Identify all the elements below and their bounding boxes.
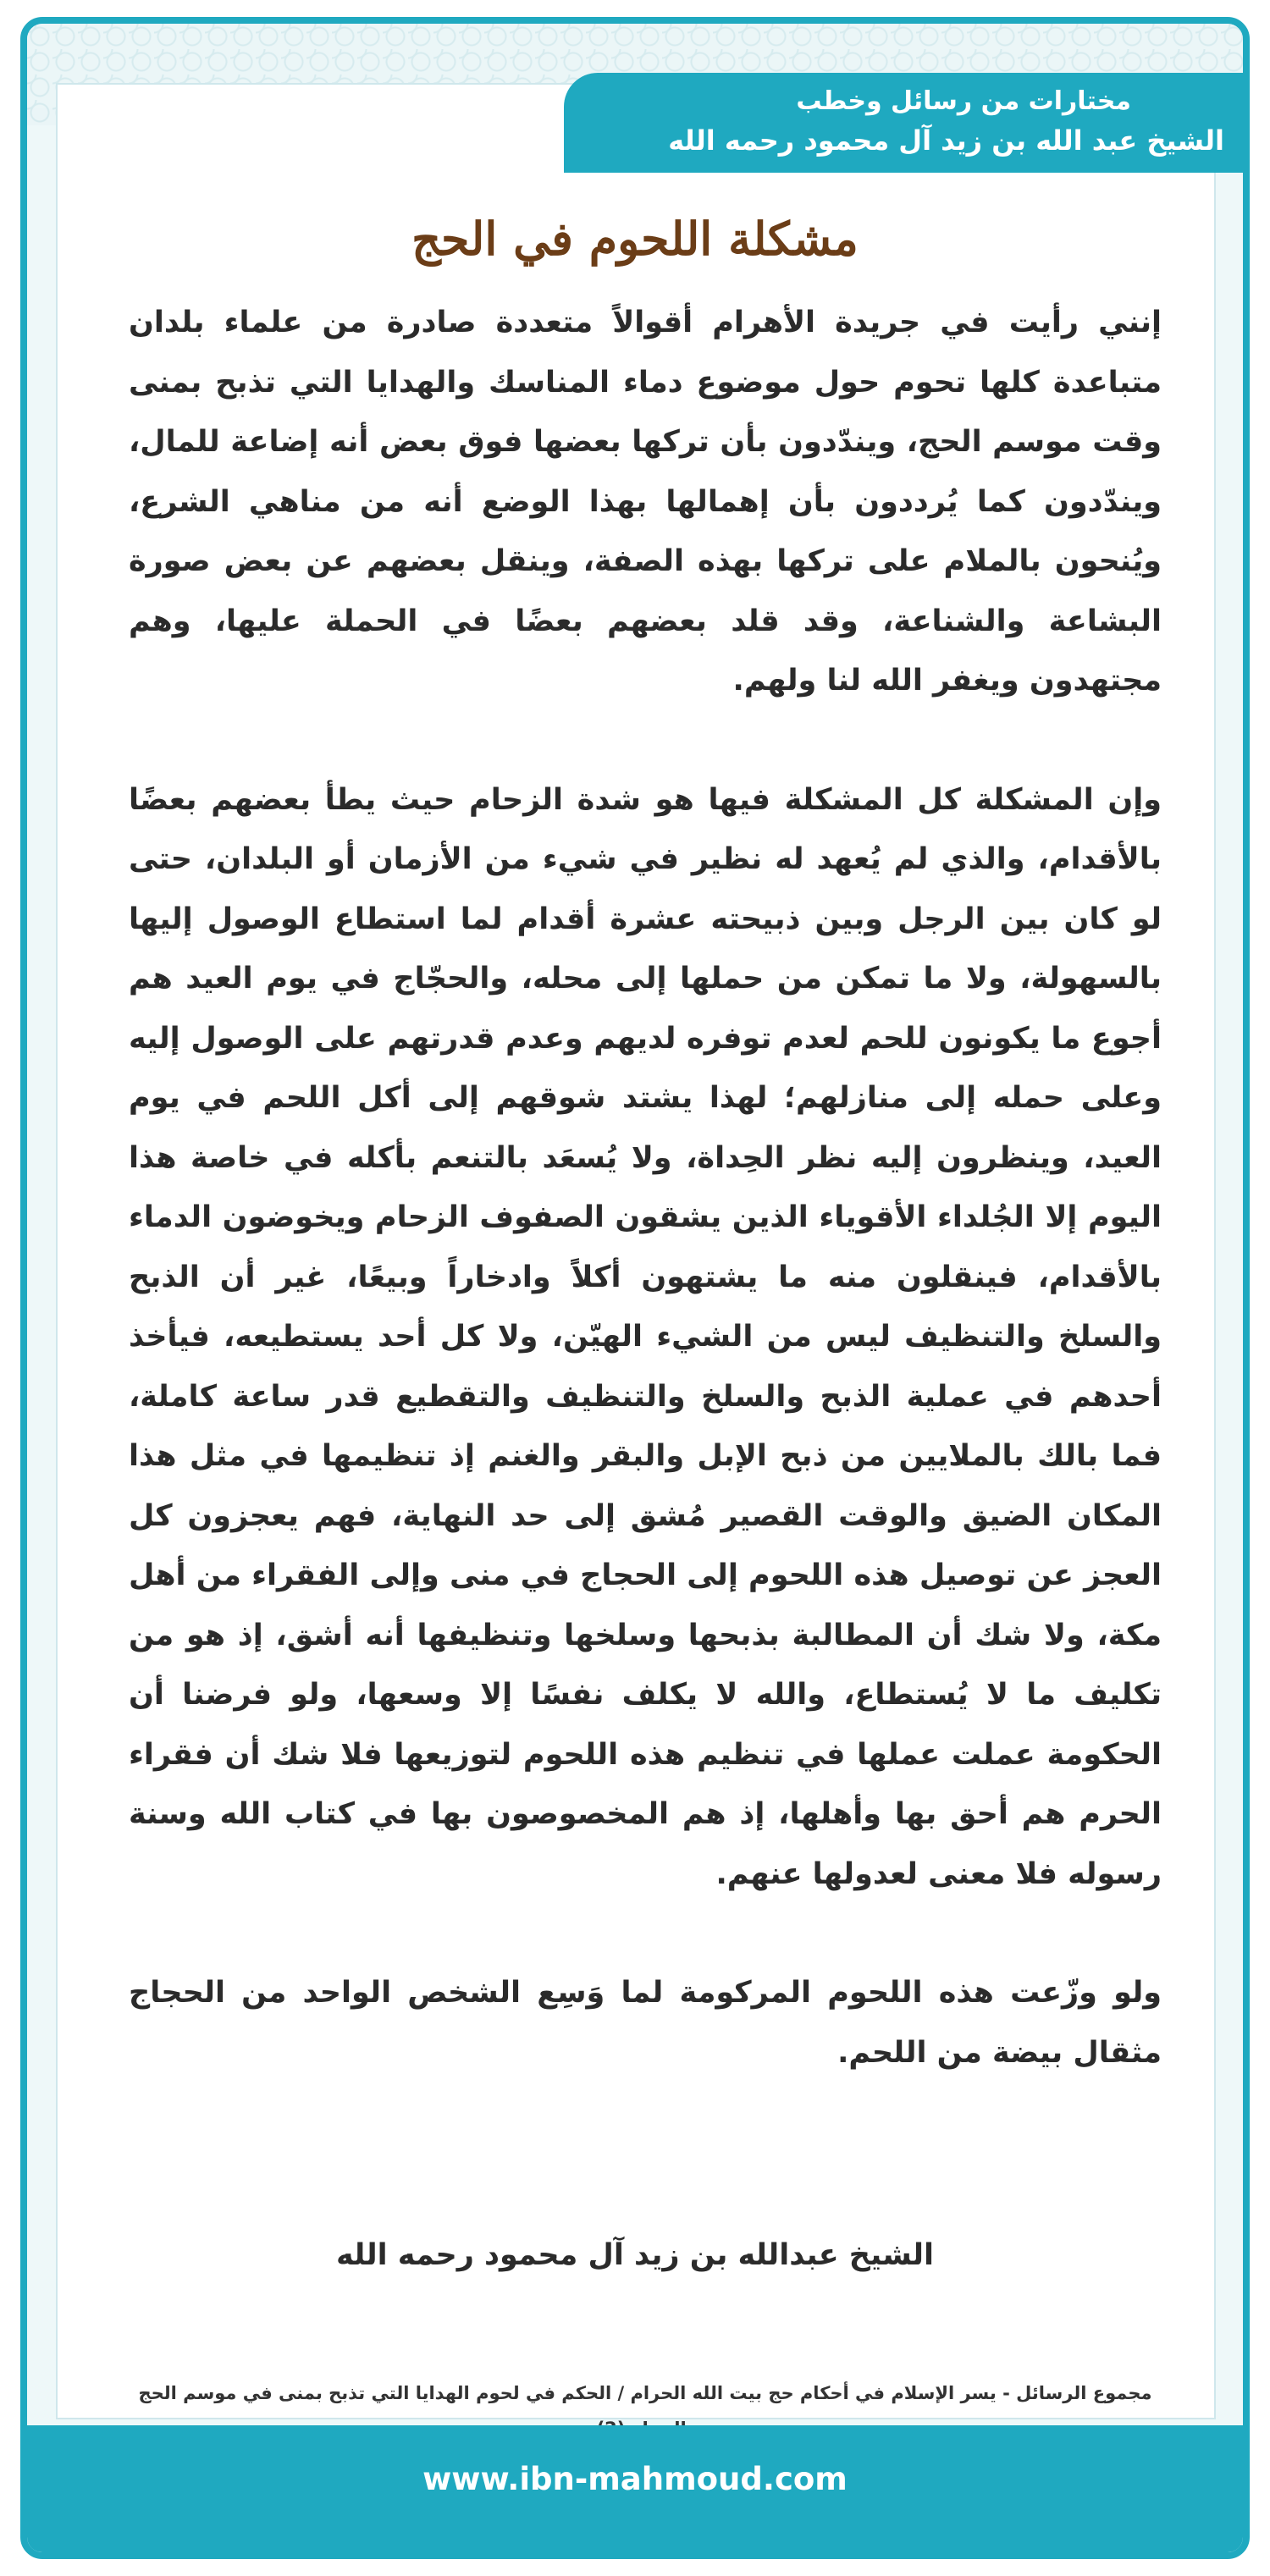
footer-bar xyxy=(27,2425,1243,2552)
page-frame xyxy=(20,17,1250,2559)
paragraph-3: ولو وزّعت هذه اللحوم المركومة لما وَسِع الشخص الواحد من الحجاج مثقال بيضة من اللحم. xyxy=(129,1976,1162,2070)
page-title: مشكلة اللحوم في الحج xyxy=(411,212,859,266)
website-link[interactable]: www.ibn-mahmoud.com xyxy=(422,2461,848,2497)
header-subtitle: مختارات من رسائل وخطب xyxy=(796,86,1131,116)
source-reference: مجموع الرسائل - يسر الإسلام في أحكام حج بيت الله الحرام / الحكم في لحوم الهدايا التي تذبح بمنى في موسم الحج xyxy=(138,2383,1152,2403)
author-signature: الشيخ عبدالله بن زيد آل محمود رحمه الله xyxy=(335,2238,935,2272)
article-body xyxy=(129,293,1162,2142)
paragraph-2: وإن المشكلة كل المشكلة فيها هو شدة الزحام حيث يطأ بعضهم بعضًا بالأقدام، والذي لم يُعهد له نظير في شيء من الأزمان أو البلدان، حتى لو كان بين الرجل وبين ذبيحته عشرة أقدام لما استطاع الوصول إليها بالسهولة، ولا ما تمكن من حملها إلى محله، والحجّاج في يوم العيد هم أجوع ما يكونون للحم لعدم توفره لديهم وعدم قدرتهم على الوصول إليه وعلى حمله إلى منازلهم؛ لهذا يشتد شوقهم إلى أكل اللحم في يوم العيد، وينظرون إليه نظر الحِداة، ولا يُسعَد بالتنعم بأكله في خاصة هذا اليوم إلا الجُلداء الأقوياء الذين يشقون الصفوف الزحام ويخوضون الدماء بالأقدام، فينقلون منه ما يشتهون أكلاً وادخاراً وبيعًا، غير أن الذبح والسلخ والتنظيف ليس من الشيء الهيّن، ولا كل أحد يستطيعه، فيأخذ أحدهم في عملية الذبح والسلخ والتنظيف والتقطيع قدر ساعة كاملة، فما بالك بالملايين من ذبح الإبل والبقر والغنم إذ تنظيمها في مثل هذا المكان الضيق والوقت القصير مُشق إلى حد النهاية، فهم يعجزون كل العجز عن توصيل هذه اللحوم إلى الحجاج في منى وإلى الفقراء من أهل مكة، ولا شك أن المطالبة بذبحها وسلخها وتنظيفها أنه أشق، إذ هو من تكليف ما لا يُستطاع، والله لا يكلف نفسًا إلا وسعها، ولو فرضنا أن الحكومة عملت عملها في تنظيم هذه اللحوم لتوزيعها فلا شك أن فقراء الحرم هم أحق بها وأهلها، إذ هم المخصوصون بها في كتاب الله وسنة رسوله فلا معنى لعدولها عنهم. xyxy=(129,782,1162,1891)
header-banner xyxy=(564,73,1250,173)
header-author: الشيخ عبد الله بن زيد آل محمود رحمه الله xyxy=(668,124,1224,157)
paragraph-1: إنني رأيت في جريدة الأهرام أقوالاً متعددة صادرة من علماء بلدان متباعدة كلها تحوم حول موضوع دماء المناسك والهدايا التي تذبح بمنى وقت موسم الحج، ويندّدون بأن تركها بعضها فوق بعض أنه إضاعة للمال، ويندّدون كما يُرددون بأن إهمالها بهذا الوضع أنه من مناهي الشرع، ويُنحون بالملام على تركها بهذه الصفة، وينقل بعضهم عن بعض صورة البشاعة والشناعة، وقد قلد بعضهم بعضًا في الحملة عليها، وهم مجتهدون ويغفر الله لنا ولهم. xyxy=(129,306,1162,698)
